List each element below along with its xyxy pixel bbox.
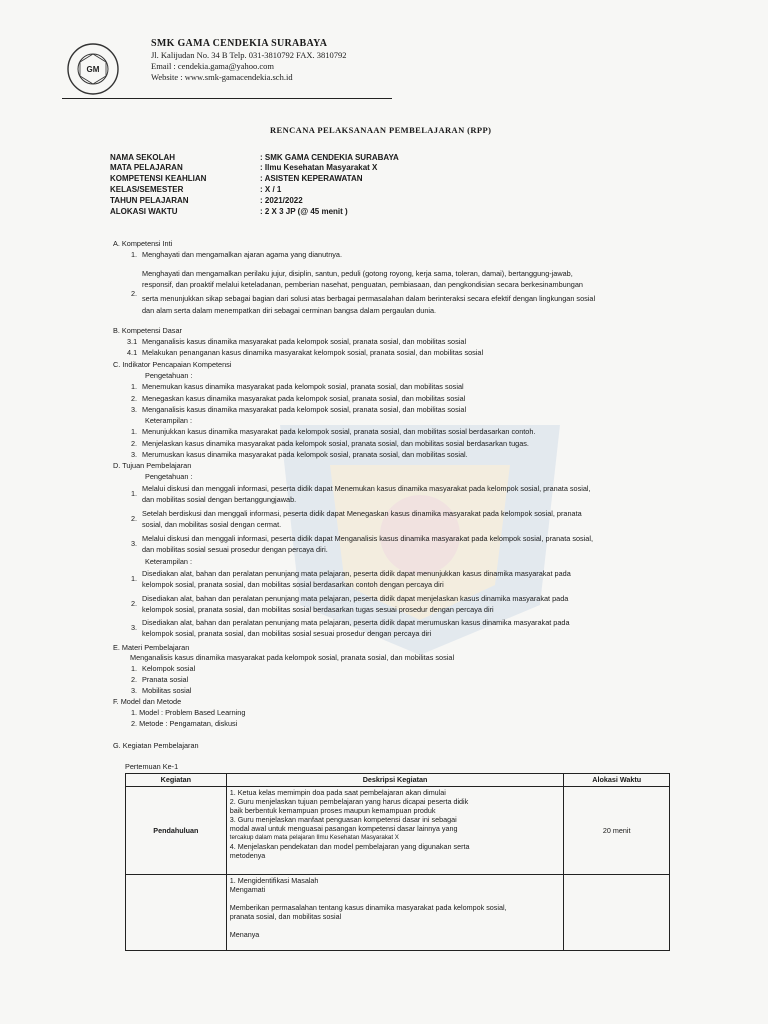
table-row — [126, 875, 670, 951]
alokasi-cell — [564, 875, 670, 951]
pertemuan-label: Pertemuan Ke-1 — [125, 762, 179, 771]
kegiatan-cell — [126, 875, 227, 951]
list-number: 3.1 — [127, 337, 138, 346]
deskripsi-line: 1. Ketua kelas memimpin doa pada saat pembelajaran akan dimulai — [229, 788, 446, 797]
tujuan-item: dan mobilitas sosial sesuai prosedur dengan percaya diri. — [142, 545, 328, 554]
ki-item: dan alam serta dalam menempatkan diri sebagai cerminan bangsa dalam pergaulan dunia. — [142, 306, 437, 315]
list-number: 2. — [131, 599, 138, 608]
deskripsi-line: Menanya — [229, 930, 260, 939]
tujuan-item: Disediakan alat, bahan dan peralatan penunjang mata pelajaran, peserta didik dapat menunjukkan kasus dinamika masyarakat pada — [142, 569, 571, 578]
deskripsi-line: Mengamati — [229, 885, 266, 894]
tujuan-item: kelompok sosial, pranata sosial, dan mobilitas sosial sesuai prosedur dengan percaya diri — [142, 629, 432, 638]
list-number: 1. — [131, 574, 138, 583]
identity-value: : 2 X 3 JP (@ 45 menit ) — [260, 207, 348, 216]
identity-label: MATA PELAJARAN — [110, 163, 183, 172]
deskripsi-line: 3. Guru menjelaskan manfaat penguasan kompetensi dasar ini sebagai — [229, 815, 457, 824]
list-number: 3. — [131, 405, 138, 414]
tujuan-item: Melalui diskusi dan menggali informasi, peserta didik dapat Menganalisis kasus dinamika masyarakat pada kelompok sosial, pranata sosial, — [142, 534, 594, 543]
deskripsi-line: modal awal untuk menguasai pasangan kompetensi dasar lainnya yang — [229, 824, 458, 833]
ipk-item: Menemukan kasus dinamika masyarakat pada kelompok sosial, pranata sosial, dan mobilitas sosial — [142, 382, 464, 391]
school-email: Email : cendekia.gama@yahoo.com — [151, 61, 275, 71]
deskripsi-line: Memberikan permasalahan tentang kasus dinamika masyarakat pada kelompok sosial, — [229, 903, 507, 912]
column-header: Deskripsi Kegiatan — [226, 774, 564, 787]
tujuan-item: Disediakan alat, bahan dan peralatan penunjang mata pelajaran, peserta didik dapat merumuskan kasus dinamika masyarakat pada — [142, 618, 570, 627]
ipk-item: Menjelaskan kasus dinamika masyarakat pada kelompok sosial, pranata sosial, dan mobilitas sosial berdasarkan tugas. — [142, 439, 529, 448]
list-number: 1. — [131, 427, 138, 436]
list-number: 1. — [131, 489, 138, 498]
identity-value: : SMK GAMA CENDEKIA SURABAYA — [260, 153, 399, 162]
list-number: 2. — [131, 514, 138, 523]
kd-item: Melakukan penanganan kasus dinamika masyarakat kelompok sosial, pranata sosial, dan mobilitas sosial — [142, 348, 484, 357]
deskripsi-line — [230, 921, 561, 930]
deskripsi-cell — [226, 787, 564, 875]
identity-value: : X / 1 — [260, 185, 282, 194]
section-heading-a: A. Kompetensi Inti — [113, 239, 173, 248]
deskripsi-line: 4. Menjelaskan pendekatan dan model pembelajaran yang digunakan serta — [229, 842, 470, 851]
deskripsi-cell — [226, 875, 564, 951]
list-number: 1. — [131, 382, 138, 391]
kegiatan-table — [125, 773, 670, 951]
kd-item: Menganalisis kasus dinamika masyarakat pada kelompok sosial, pranata sosial, dan mobilitas sosial — [142, 337, 467, 346]
tujuan-item: kelompok sosial, pranata sosial, dan mobilitas sosial berdasarkan tugas sesuai prosedur dengan percaya diri — [142, 605, 494, 614]
tujuan-item: kelompok sosial, pranata sosial, dan mobilitas sosial berdasarkan contoh dengan percaya diri — [142, 580, 444, 589]
tujuan-item: Disediakan alat, bahan dan peralatan penunjang mata pelajaran, peserta didik dapat menjelaskan kasus dinamika masyarakat pada — [142, 594, 569, 603]
tujuan-item: dan mobilitas sosial dengan bertanggungjawab. — [142, 495, 297, 504]
deskripsi-line: metodenya — [229, 851, 266, 860]
ki-item: Menghayati dan mengamalkan ajaran agama yang dianutnya. — [142, 250, 342, 259]
model-line: 1. Model : Problem Based Learning — [131, 708, 246, 717]
column-header: Alokasi Waktu — [564, 774, 670, 787]
identity-value: : Ilmu Kesehatan Masyarakat X — [260, 163, 378, 172]
deskripsi-line: 1. Mengidentifikasi Masalah — [229, 876, 319, 885]
ipk-item: Menunjukkan kasus dinamika masyarakat pada kelompok sosial, pranata sosial, dan mobilitas sosial berdasarkan contoh. — [142, 427, 536, 436]
list-number: 1. — [131, 250, 138, 259]
list-number: 1. — [131, 664, 138, 673]
list-number: 2. — [131, 675, 138, 684]
alokasi-cell: 20 menit — [564, 787, 670, 875]
list-number: 2. — [131, 289, 138, 298]
deskripsi-line: 2. Guru menjelaskan tujuan pembelajaran yang harus dicapai peserta didik — [229, 797, 469, 806]
identity-label: KELAS/SEMESTER — [110, 185, 184, 194]
identity-label: TAHUN PELAJARAN — [110, 196, 189, 205]
deskripsi-line — [230, 894, 561, 903]
deskripsi-line: pranata sosial, dan mobilitas sosial — [229, 912, 342, 921]
ki-item: serta menunjukkan sikap sebagai bagian dari solusi atas berbagai permasalahan dalam berinteraksi secara efektif dengan lingkungan sosial — [142, 294, 596, 303]
materi-item: Pranata sosial — [142, 675, 189, 684]
table-row — [126, 787, 670, 875]
materi-item: Mobilitas sosial — [142, 686, 192, 695]
section-heading-f: F. Model dan Metode — [113, 697, 182, 706]
ki-item: responsif, dan proaktif melalui keteladanan, pemberian nasehat, penguatan, pembiasaan, dan pengkondisian secara berkesinambungan — [142, 280, 583, 289]
list-number: 2. — [131, 394, 138, 403]
ipk-item: Menegaskan kasus dinamika masyarakat pada kelompok sosial, pranata sosial, dan mobilitas sosial — [142, 394, 466, 403]
logo-text: GM — [86, 65, 100, 74]
section-heading-c: C. Indikator Pencapaian Kompetensi — [113, 360, 232, 369]
ki-item: Menghayati dan mengamalkan perilaku jujur, disiplin, santun, peduli (gotong royong, kerja sama, toleran, damai), bertanggung-jawab, — [142, 269, 573, 278]
section-heading-g: G. Kegiatan Pembelajaran — [113, 741, 199, 750]
section-heading-b: B. Kompetensi Dasar — [113, 326, 182, 335]
materi-item: Kelompok sosial — [142, 664, 196, 673]
tujuan-item: sosial, dan mobilitas sosial dengan cermat. — [142, 520, 282, 529]
document-title: RENCANA PELAKSANAAN PEMBELAJARAN (RPP) — [270, 125, 492, 135]
metode-line: 2. Metode : Pengamatan, diskusi — [131, 719, 238, 728]
table-header-row — [126, 774, 670, 787]
ipk-item: Merumuskan kasus dinamika masyarakat pada kelompok sosial, pranata sosial, dan mobilitas sosial. — [142, 450, 468, 459]
list-number: 4.1 — [127, 348, 138, 357]
school-name: SMK GAMA CENDEKIA SURABAYA — [151, 38, 328, 49]
identity-label: KOMPETENSI KEAHLIAN — [110, 174, 207, 183]
school-website: Website : www.smk-gamacendekia.sch.id — [151, 72, 293, 82]
identity-label: NAMA SEKOLAH — [110, 153, 176, 162]
list-number: 3. — [131, 623, 138, 632]
list-number: 3. — [131, 450, 138, 459]
identity-value: : ASISTEN KEPERAWATAN — [260, 174, 363, 183]
tujuan-item: Melalui diskusi dan menggali informasi, peserta didik dapat Menemukan kasus dinamika masyarakat pada kelompok sosial, pranata sosial, — [142, 484, 591, 493]
sub-label: Keterampilan : — [145, 416, 193, 425]
ipk-item: Menganalisis kasus dinamika masyarakat pada kelompok sosial, pranata sosial, dan mobilitas sosial — [142, 405, 467, 414]
sub-label: Pengetahuan : — [145, 371, 193, 380]
column-header: Kegiatan — [126, 774, 227, 787]
deskripsi-line: tercakup dalam mata pelajaran Ilmu Kesehatan Masyarakat X — [229, 834, 399, 841]
sub-label: Pengetahuan : — [145, 472, 193, 481]
school-address: Jl. Kalijudan No. 34 B Telp. 031-3810792 FAX. 3810792 — [151, 50, 347, 60]
list-number: 2. — [131, 439, 138, 448]
section-heading-d: D. Tujuan Pembelajaran — [113, 461, 192, 470]
school-logo-icon — [66, 42, 120, 96]
sub-label: Keterampilan : — [145, 557, 193, 566]
deskripsi-line: baik berbentuk kemampuan proses maupun kemampuan produk — [229, 806, 436, 815]
list-number: 3. — [131, 539, 138, 548]
materi-intro: Menganalisis kasus dinamika masyarakat pada kelompok sosial, pranata sosial, dan mobilitas sosial — [130, 653, 455, 662]
section-heading-e: E. Materi Pembelajaran — [113, 643, 190, 652]
identity-label: ALOKASI WAKTU — [110, 207, 178, 216]
kegiatan-cell: Pendahuluan — [126, 787, 227, 875]
tujuan-item: Setelah berdiskusi dan menggali informasi, peserta didik dapat Menegaskan kasus dinamika masyarakat pada kelompok sosial, pranata — [142, 509, 582, 518]
list-number: 3. — [131, 686, 138, 695]
identity-value: : 2021/2022 — [260, 196, 303, 205]
header-divider — [62, 98, 392, 99]
